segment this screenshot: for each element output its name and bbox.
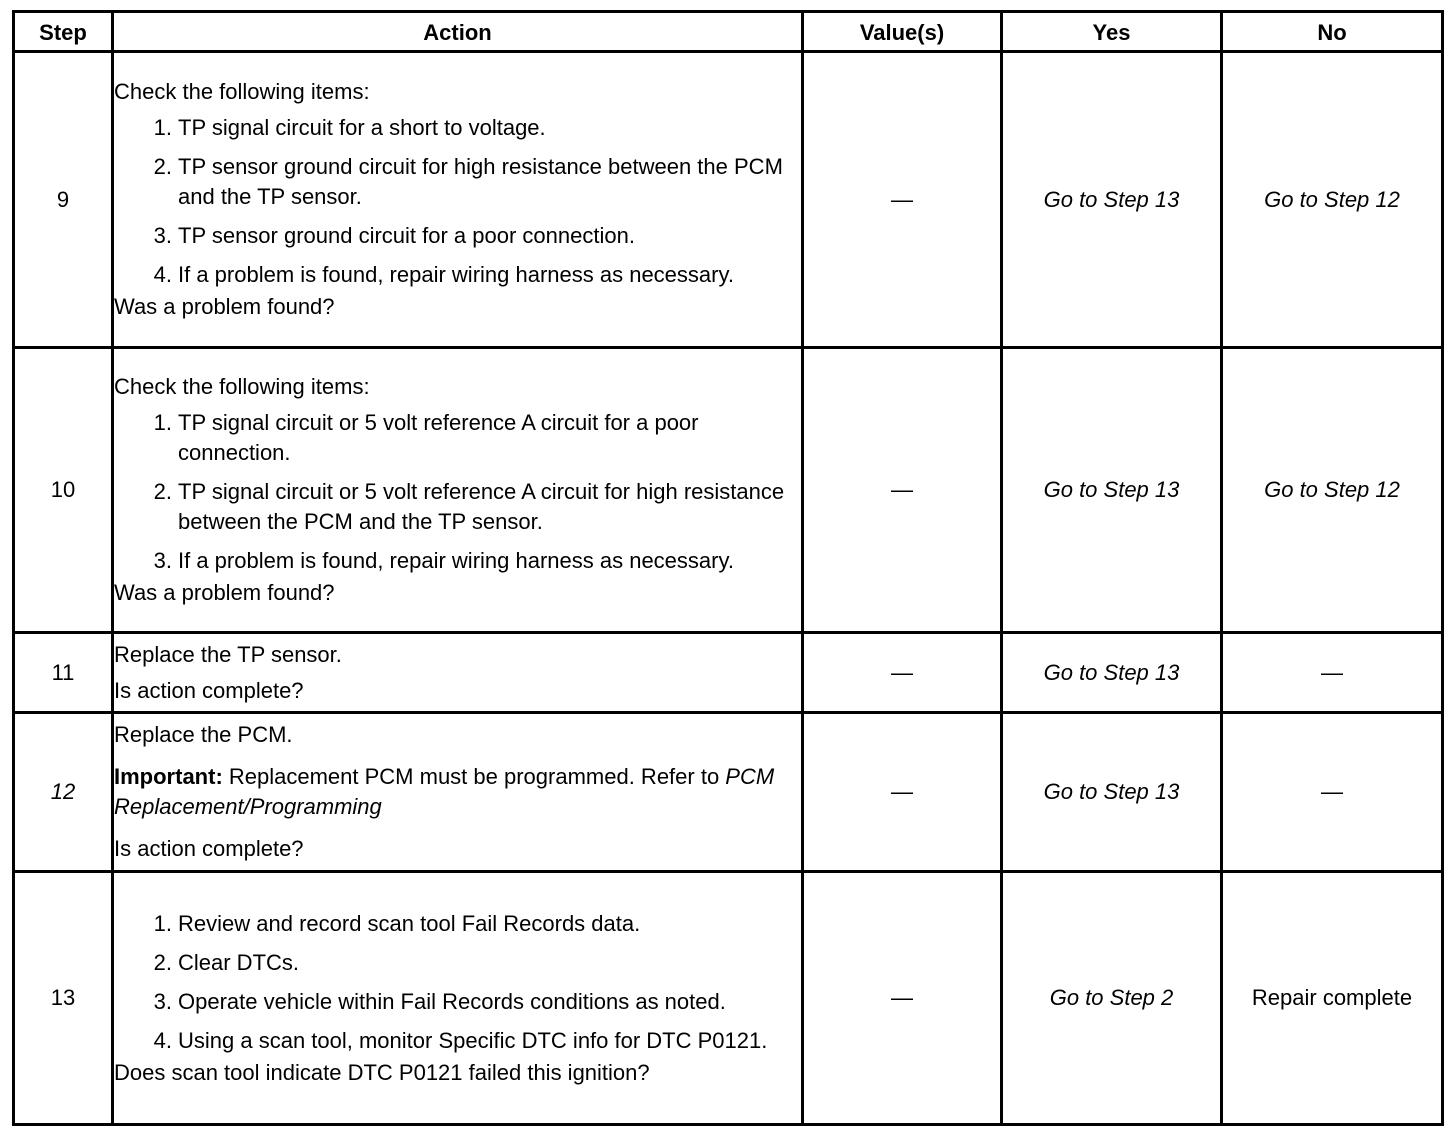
action-intro: Replace the PCM. xyxy=(114,722,293,747)
table-row-step-13 xyxy=(14,872,1443,1125)
important-label: Important: xyxy=(114,764,223,789)
yes-cell: Go to Step 13 xyxy=(1002,52,1222,348)
action-cell xyxy=(113,872,803,1125)
action-question: Was a problem found? xyxy=(114,580,335,605)
value-cell: — xyxy=(803,52,1002,348)
list-item: 1. TP signal circuit or 5 volt reference A circuit for a poor connection. xyxy=(153,410,699,465)
reference-link[interactable]: PCM Replacement/Programming xyxy=(114,764,775,819)
list-item: 1. Review and record scan tool Fail Records data. xyxy=(153,910,641,936)
header-step: Step xyxy=(14,12,113,52)
no-cell: — xyxy=(1222,713,1443,872)
action-list xyxy=(114,113,801,290)
action-intro: Replace the TP sensor. xyxy=(114,641,342,667)
value-cell: — xyxy=(803,348,1002,633)
no-cell: Repair complete xyxy=(1222,872,1443,1125)
value-cell: — xyxy=(803,633,1002,713)
action-question: Does scan tool indicate DTC P0121 failed this ignition? xyxy=(114,1059,650,1085)
important-note xyxy=(114,762,801,822)
action-question: Was a problem found? xyxy=(114,294,335,319)
action-question: Is action complete? xyxy=(114,677,304,703)
action-cell xyxy=(113,52,803,348)
step-number: 11 xyxy=(14,633,113,713)
step-number: 12 xyxy=(14,713,113,872)
action-question: Is action complete? xyxy=(114,836,304,861)
no-cell: Go to Step 12 xyxy=(1222,348,1443,633)
list-item: 1. TP signal circuit for a short to voltage. xyxy=(153,115,546,140)
action-cell xyxy=(113,713,803,872)
action-list xyxy=(114,909,801,1056)
action-intro: Check the following items: xyxy=(114,374,370,399)
no-cell: Go to Step 12 xyxy=(1222,52,1443,348)
action-intro: Check the following items: xyxy=(114,79,370,104)
list-item: 4. Using a scan tool, monitor Specific DTC info for DTC P0121. xyxy=(153,1027,768,1053)
header-action: Action xyxy=(113,12,803,52)
table-row-step-12 xyxy=(14,713,1443,872)
value-cell: — xyxy=(803,713,1002,872)
yes-cell: Go to Step 13 xyxy=(1002,633,1222,713)
list-item: 3. If a problem is found, repair wiring harness as necessary. xyxy=(153,548,734,573)
list-item: 4. If a problem is found, repair wiring harness as necessary. xyxy=(153,262,734,287)
step-number: 13 xyxy=(14,872,113,1125)
step-number: 9 xyxy=(14,52,113,348)
no-cell: — xyxy=(1222,633,1443,713)
step-number: 10 xyxy=(14,348,113,633)
yes-cell: Go to Step 13 xyxy=(1002,348,1222,633)
list-item: 2. Clear DTCs. xyxy=(153,949,300,975)
table-row-step-10 xyxy=(14,348,1443,633)
header-values: Value(s) xyxy=(803,12,1002,52)
header-no: No xyxy=(1222,12,1443,52)
action-cell xyxy=(113,348,803,633)
value-cell: — xyxy=(803,872,1002,1125)
list-item: 2. TP signal circuit or 5 volt reference A circuit for high resistance between the PCM and the TP sensor. xyxy=(153,479,785,534)
header-yes: Yes xyxy=(1002,12,1222,52)
diagnostic-table xyxy=(12,10,1444,1126)
table-row-step-11 xyxy=(14,633,1443,713)
table-row-step-9 xyxy=(14,52,1443,348)
action-cell xyxy=(113,633,803,713)
header-row xyxy=(14,12,1443,52)
yes-cell: Go to Step 2 xyxy=(1002,872,1222,1125)
list-item: 2. TP sensor ground circuit for high resistance between the PCM and the TP sensor. xyxy=(153,154,783,209)
list-item: 3. Operate vehicle within Fail Records conditions as noted. xyxy=(153,988,726,1014)
yes-cell: Go to Step 13 xyxy=(1002,713,1222,872)
action-list xyxy=(114,408,801,576)
list-item: 3. TP sensor ground circuit for a poor connection. xyxy=(153,223,635,248)
important-text: Replacement PCM must be programmed. Refer to xyxy=(222,764,726,789)
